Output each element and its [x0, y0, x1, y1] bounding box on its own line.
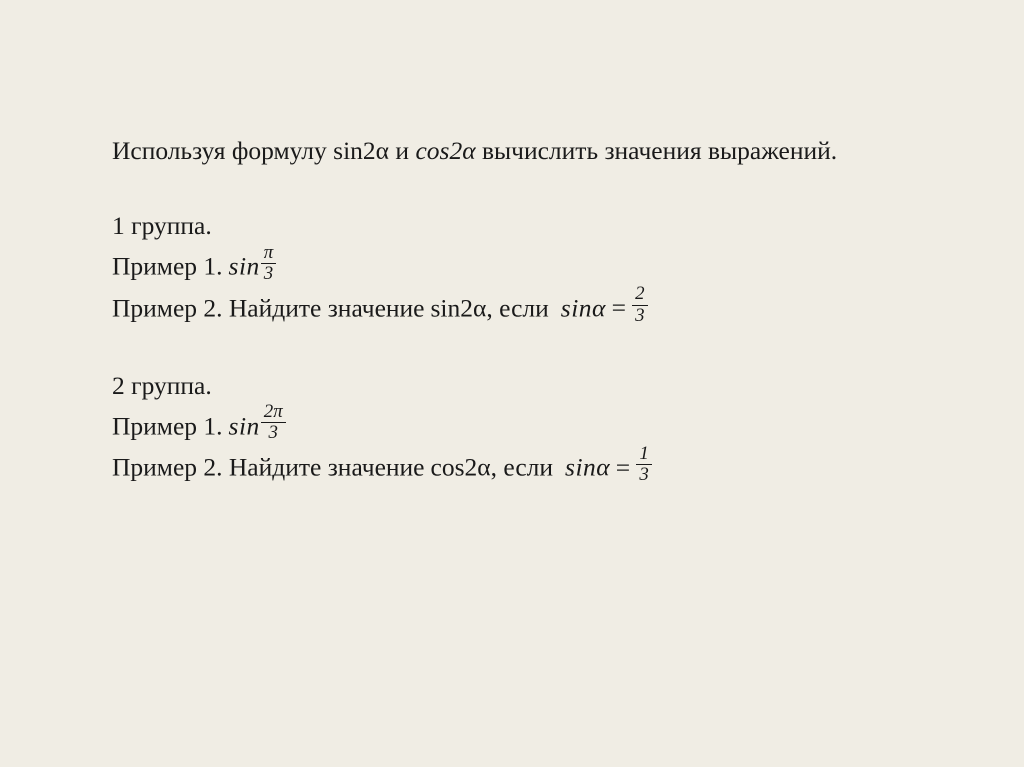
slide-content [112, 132, 952, 489]
group-1-item-2-numerator: 2 [635, 283, 645, 305]
group-2-item-2 [112, 442, 952, 489]
group-2-item-1-numerator: 2π [263, 401, 283, 423]
group-2-item-1-function: sin [228, 410, 260, 440]
group-2-item-2-numerator: 1 [639, 442, 649, 464]
intro-formula-sin2a: sin2α [333, 136, 390, 165]
intro-text-part3: вычислить значения выражений. [475, 136, 838, 165]
spacer-after-intro [112, 170, 952, 206]
group-2-item-1-label: Пример 1. [112, 410, 223, 440]
group-1-item-1-denominator: 3 [261, 263, 276, 284]
group-1-item-1-fraction [261, 243, 276, 285]
group-2-item-1-denominator: 3 [261, 422, 286, 443]
intro-text-part2: и [389, 136, 416, 165]
intro-paragraph [112, 132, 842, 170]
group-2-item-1 [112, 401, 952, 448]
group-1-item-1-function: sin [228, 251, 260, 281]
group-1-item-1-numerator: π [263, 241, 274, 263]
group-2-item-2-equals: = [614, 452, 632, 482]
spacer-between-groups [112, 330, 952, 366]
group-1-item-2-condition-word: , если [486, 293, 549, 323]
group-2-item-2-condition-word: , если [490, 452, 554, 482]
intro-text-part1: Используя формулу [112, 136, 334, 165]
group-2-item-2-denominator: 3 [636, 464, 651, 485]
group-1-item-1-label: Пример 1. [112, 251, 223, 281]
group-1-item-2-denominator: 3 [632, 305, 647, 326]
group-1-heading: 1 группа. [112, 211, 212, 240]
group-2-item-2-condition-function: sinα [565, 452, 611, 482]
group-1-item-2-label: Пример 2. Найдите значение [112, 293, 425, 323]
group-2-item-2-label: Пример 2. Найдите значение [112, 452, 425, 482]
group-1-item-2-fraction [632, 284, 647, 326]
group-2-item-2-expression: cos2α [430, 452, 491, 482]
intro-formula-cos2a: cos2α [415, 136, 476, 165]
group-1-item-2-condition-function: sinα [560, 293, 606, 323]
group-2-heading: 2 группа. [112, 370, 212, 400]
group-2-item-2-fraction [636, 444, 651, 486]
group-1-item-1 [112, 241, 952, 288]
group-2-item-1-fraction [261, 402, 286, 444]
group-1-item-2-expression: sin2α [430, 293, 487, 323]
group-1-item-2-equals: = [609, 293, 628, 323]
group-1-item-2 [112, 283, 952, 330]
